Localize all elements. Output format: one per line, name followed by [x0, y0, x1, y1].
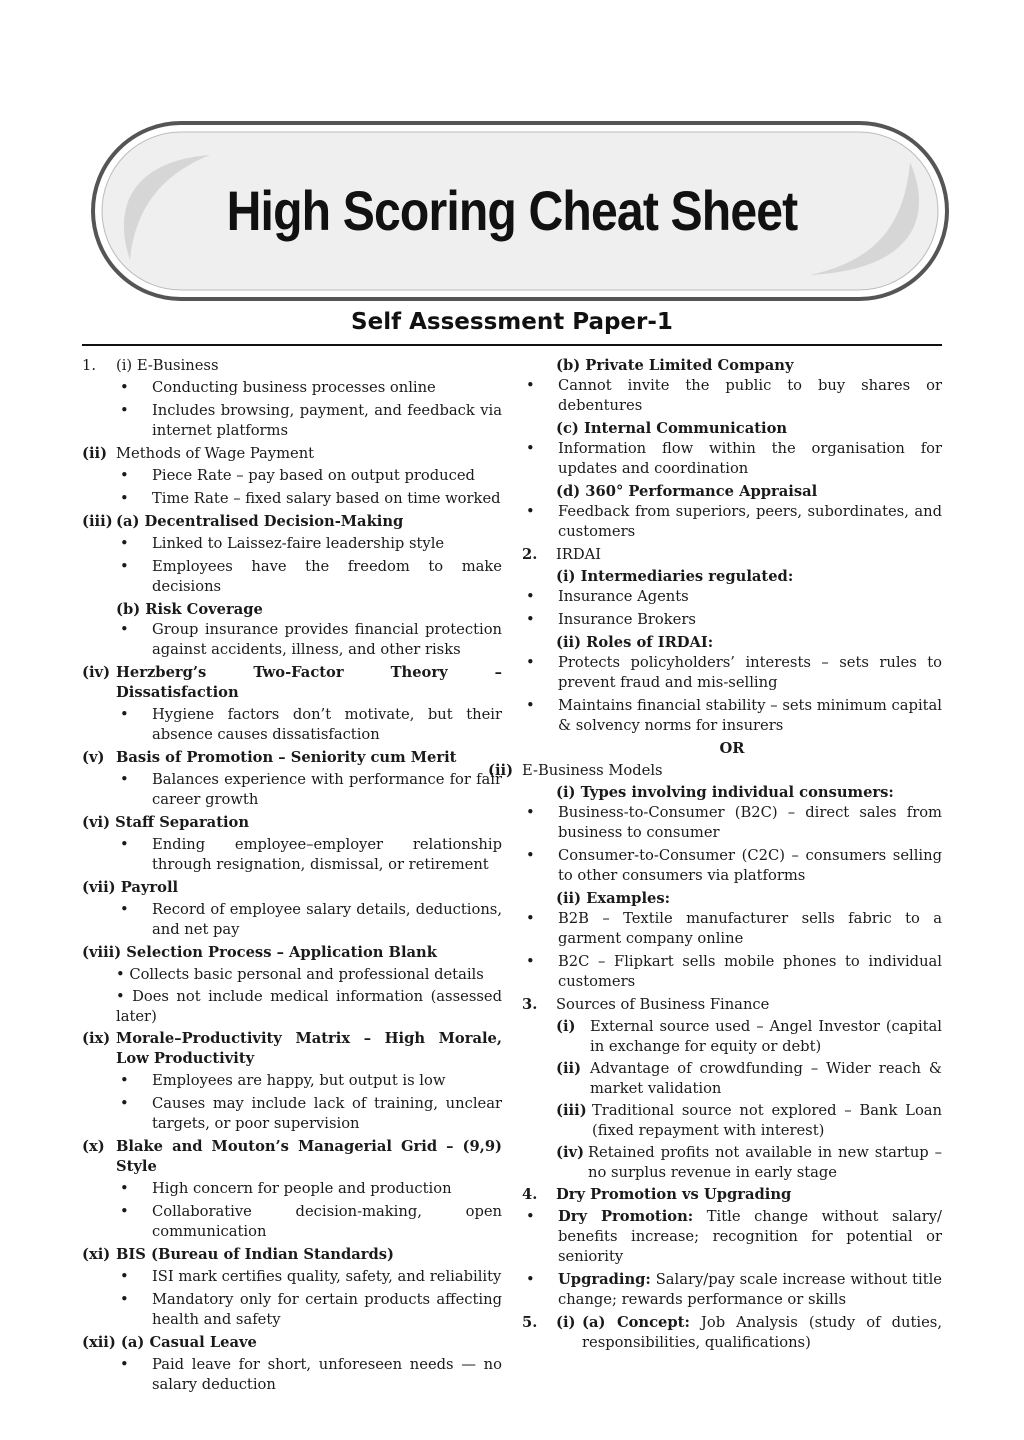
q-heading: (a) Decentralised Decision-Making: [116, 513, 404, 530]
bullet: High concern for people and production: [152, 1180, 452, 1197]
bullet: Ending employee–employer relationship through resignation, dismissal, or retirement: [152, 836, 502, 873]
bullet: Group insurance provides financial protection against accidents, illness, and other risks: [152, 621, 502, 658]
q-number: 2.: [522, 546, 538, 563]
bullet: Paid leave for short, unforeseen needs — no salary deduction: [152, 1356, 502, 1393]
bullet: Feedback from superiors, peers, subordinates, and customers: [558, 503, 942, 540]
bullet: Balances experience with performance for fair career growth: [152, 771, 502, 808]
bullet: B2C – Flipkart sells mobile phones to individual customers: [558, 953, 942, 990]
bullet: Information flow within the organisation for updates and coordination: [558, 440, 942, 477]
q-heading: Sources of Business Finance: [556, 996, 770, 1013]
bullet: Mandatory only for certain products affecting health and safety: [152, 1291, 502, 1328]
bullet: Maintains financial stability – sets minimum capital & solvency norms for insurers: [558, 697, 942, 734]
q-number: (ii): [556, 1060, 582, 1077]
sub-heading: (d) 360° Performance Appraisal: [556, 483, 818, 500]
q-heading: Herzberg’s Two-Factor Theory – Dissatisfaction: [116, 664, 502, 701]
left-column: 1. (i) E-Business • Conducting business processes online • Includes browsing, payment, and feedback via internet platforms (ii) Methods of Wage Payment • Piece Rate – pay based on output produced • Time Rate – fixed salary based on time worked (iii) (a) Decentralised Decision-Making • Linked to Laissez-faire leadership style • Employees have the freedom to make decisions (b) Risk Coverage • Group insurance provides financial protection against accidents, illness, and other risks (iv) Herzberg’s Two-Factor Theory – Dissatisfaction • Hygiene factors don’t motivate, but their absence causes dissatisfaction (v) Basis of Promotion – Seniority cum Merit • Balances experience with performance for fair career growth (vi) Staff Separation • Ending employee–employer relationship through resignation, dismissal, or retirement (vii) Payroll • Record of employee salary details, deductions, and net pay (viii) Selection Process – Application Blank • Collects basic personal and professional details • Does not include medical information (assessed later) (ix) Morale–Productivity Matrix – High Morale, Low Productivity • Employees are happy, but output is low • Causes may include lack of training, unclear targets, or poor supervision (x) Blake and Mouton’s Managerial Grid – (9,9) Style • High concern for people and production • Collaborative decision-making, open communication (xi) BIS (Bureau of Indian Standards) • ISI mark certifies quality, safety, and reliability • Mandatory only for certain products affecting health and safety (xii) (a) Casual Leave • Paid leave for short, unforeseen needs — no salary deduction: [82, 357, 502, 1393]
q-heading: Dry Promotion vs Upgrading: [556, 1186, 792, 1203]
q-heading: (i) E-Business: [116, 357, 219, 374]
bullet: Conducting business processes online: [152, 379, 436, 396]
bullet: Time Rate – fixed salary based on time worked: [152, 490, 501, 507]
q-heading: (vii) Payroll: [82, 879, 179, 896]
q-number: (ii): [82, 445, 108, 462]
divider: [82, 344, 942, 346]
answer-text: Job Analysis (study of duties, responsibilities, qualifications): [582, 1314, 942, 1351]
q-number: (ii): [488, 762, 514, 779]
page-title: High Scoring Cheat Sheet: [226, 179, 798, 242]
bullet: Insurance Agents: [558, 588, 689, 605]
sub-heading: (ii) Examples:: [556, 890, 671, 907]
q-number: 3.: [522, 996, 538, 1013]
q-number: (x): [82, 1138, 105, 1155]
sub-heading: (i) Intermediaries regulated:: [556, 568, 794, 585]
bullet: Consumer-to-Consumer (C2C) – consumers selling to other consumers via platforms: [558, 847, 942, 884]
bullet: Employees have the freedom to make decisions: [152, 558, 502, 595]
q-heading: Blake and Mouton’s Managerial Grid – (9,9) Style: [116, 1138, 502, 1175]
bullet: Employees are happy, but output is low: [152, 1072, 446, 1089]
sub-heading: (b) Risk Coverage: [116, 601, 263, 618]
q-heading: (viii) Selection Process – Application Blank: [82, 944, 437, 961]
bullet: Salary/pay scale increase without title change; rewards performance or skills: [558, 1271, 942, 1308]
right-column: (b) Private Limited Company • Cannot invite the public to buy shares or debentures (c) Internal Communication • Information flow within the organisation for updates and coordination (d) 360° Performance Appraisal • Feedback from superiors, peers, subordinates, and customers 2. IRDAI (i) Intermediaries regulated: • Insurance Agents • Insurance Brokers (ii) Roles of IRDAI: • Protects policyholders’ interests – sets rules to prevent fraud and mis-selling • Maintains financial stability – sets minimum capital & solvency norms for insurers OR (ii) E-Business Models (i) Types involving individual consumers: • Business-to-Consumer (B2C) – direct sales from business to consumer • Consumer-to-Consumer (C2C) – consumers selling to other consumers via platforms (ii) Examples: • B2B – Textile manufacturer sells fabric to a garment company online • B2C – Flipkart sells mobile phones to individual customers 3. Sources of Business Finance (i) External source used – Angel Investor (capital in exchange for equity or debt) (ii) Advantage of crowdfunding – Wider reach & market validation (iii) Traditional source not explored – Bank Loan (fixed repayment with interest) (iv) Retained profits not available in new startup – no surplus revenue in early stage 4. Dry Promotion vs Upgrading • Dry Promotion: Title change without salary/ benefits increase; recognition for potential or seniority • Upgrading: Salary/pay scale increase without title change; rewards performance or skills 5. (i) (a) Concept: Job Analysis (study of duties, responsibilities, qualifications): [488, 357, 942, 1351]
sub-heading: (c) Internal Communication: [556, 420, 788, 437]
q-heading: (vi) Staff Separation: [82, 814, 250, 831]
q-number: (xi): [82, 1246, 111, 1263]
q-heading: Methods of Wage Payment: [116, 445, 315, 462]
answer-text: Traditional source not explored – Bank Loan (fixed repayment with interest): [592, 1102, 942, 1139]
answer-text: Advantage of crowdfunding – Wider reach & market validation: [590, 1060, 942, 1097]
bullet: B2B – Textile manufacturer sells fabric to a garment company online: [558, 910, 942, 947]
bullet: Linked to Laissez-faire leadership style: [152, 535, 445, 552]
q-heading: BIS (Bureau of Indian Standards): [116, 1246, 394, 1263]
bullet: Hygiene factors don’t motivate, but their absence causes dissatisfaction: [152, 706, 502, 743]
q-number: (ix): [82, 1030, 111, 1047]
or-separator: OR: [719, 740, 745, 757]
bullet: ISI mark certifies quality, safety, and reliability: [152, 1268, 502, 1285]
bullet: Causes may include lack of training, unclear targets, or poor supervision: [152, 1095, 502, 1132]
bullet: Business-to-Consumer (B2C) – direct sales from business to consumer: [558, 804, 942, 841]
bullet: • Collects basic personal and professional details: [116, 966, 484, 983]
term-label: Upgrading:: [558, 1271, 651, 1288]
q-number: (iii): [82, 513, 113, 530]
q-heading: IRDAI: [556, 546, 602, 563]
bullet: Cannot invite the public to buy shares or debentures: [558, 377, 942, 414]
term-label: (a) Concept:: [582, 1314, 690, 1331]
sub-heading: (b) Private Limited Company: [556, 357, 794, 374]
bullet: Protects policyholders’ interests – sets rules to prevent fraud and mis-selling: [558, 654, 942, 691]
bullet: Title change without salary/ benefits increase; recognition for potential or seniority: [558, 1208, 942, 1265]
q-number: 1.: [82, 357, 97, 374]
q-heading: Basis of Promotion – Seniority cum Merit: [116, 749, 457, 766]
q-number: (iv): [82, 664, 111, 681]
bullet: Collaborative decision-making, open communication: [152, 1203, 502, 1240]
sub-heading: (i) Types involving individual consumers:: [556, 784, 894, 801]
q-number: 4.: [522, 1186, 538, 1203]
q-heading: Morale–Productivity Matrix – High Morale, Low Productivity: [116, 1030, 502, 1067]
sub-heading: (ii) Roles of IRDAI:: [556, 634, 714, 651]
answer-text: Retained profits not available in new startup – no surplus revenue in early stage: [588, 1144, 942, 1181]
bullet: • Does not include medical information (assessed later): [116, 988, 502, 1025]
q-number: (iv): [556, 1144, 585, 1161]
q-number: 5.: [522, 1314, 538, 1331]
term-label: Dry Promotion:: [558, 1208, 694, 1225]
paper-subtitle: Self Assessment Paper-1: [351, 309, 673, 335]
q-heading: E-Business Models: [522, 762, 663, 779]
q-number: (i): [556, 1314, 576, 1331]
bullet: Insurance Brokers: [558, 611, 696, 628]
q-number: (iii): [556, 1102, 587, 1119]
bullet: Record of employee salary details, deductions, and net pay: [152, 901, 502, 938]
bullet: Includes browsing, payment, and feedback via internet platforms: [152, 402, 502, 439]
q-heading: (xii) (a) Casual Leave: [82, 1334, 257, 1351]
q-number: (i): [556, 1018, 576, 1035]
answer-text: External source used – Angel Investor (capital in exchange for equity or debt): [590, 1018, 942, 1055]
q-number: (v): [82, 749, 105, 766]
bullet: Piece Rate – pay based on output produced: [152, 467, 475, 484]
